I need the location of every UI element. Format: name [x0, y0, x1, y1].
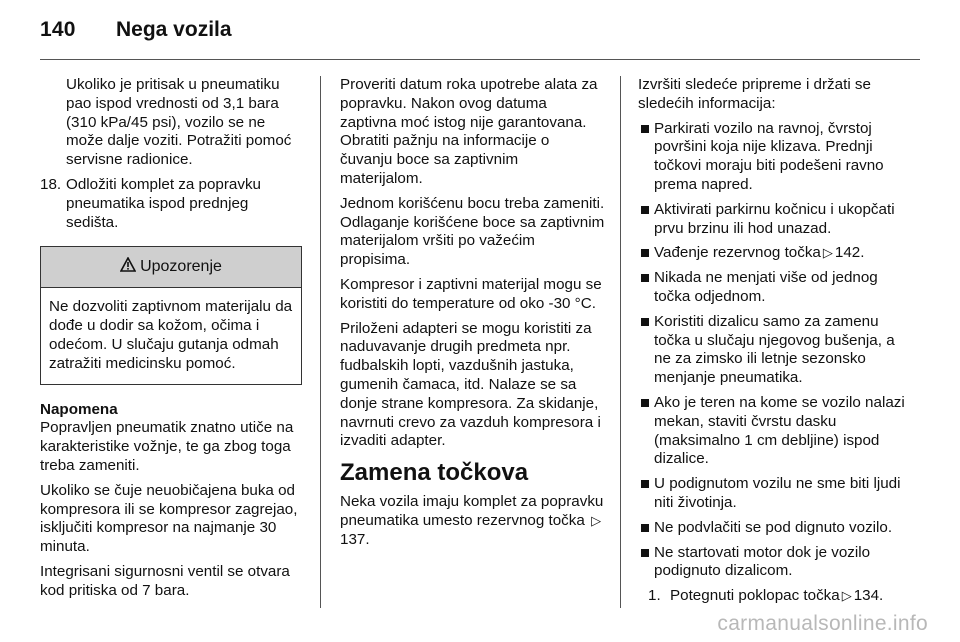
warning-header [41, 247, 301, 288]
bullet-text: U podignutom vozilu ne sme biti ljudi niti životinja. [654, 475, 901, 511]
square-bullet-icon [641, 318, 649, 326]
step-text: Odložiti komplet za popravku pneumatika ispod prednjeg sedišta. [66, 175, 261, 231]
reference-arrow-icon: ▷ [591, 512, 602, 528]
page-reference-link[interactable]: 134. [853, 587, 884, 605]
note-text: Popravljen pneumatik znatno utiče na karakteristike vožnje, te ga zbog toga treba zameniti. [40, 419, 294, 474]
bullet-text: Ne podvlačiti se pod dignuto vozilo. [654, 518, 893, 536]
bullet-item [638, 313, 913, 388]
step-number: 1. [648, 587, 661, 605]
paragraph-disposal: Jednom korišćenu bocu treba zameniti. Odlaganje korišćene boce sa zaptivnim materijalom vršiti po važećim propisima. [340, 194, 605, 269]
column-divider-2 [620, 76, 621, 608]
step-18 [40, 176, 302, 232]
paragraph-text: Neka vozila imaju komplet za popravku pneumatika umesto rezervnog točka [340, 493, 604, 529]
note-title: Napomena [40, 400, 118, 418]
square-bullet-icon [641, 249, 649, 257]
square-bullet-icon [641, 274, 649, 282]
step-text: Potegnuti poklopac točka [670, 587, 840, 605]
page-number: 140 [40, 18, 76, 41]
bullet-text: Parkirati vozilo na ravnoj, čvrstoj površini koja nije klizava. Prednji točkovi moraju biti podešeni ravno prema napred. [654, 119, 884, 193]
bullet-text: Koristiti dizalicu samo za zamenu točka u slučaju njegovog bušenja, a ne za zimsko ili letnje sezonsko menjanje pneumatika. [654, 312, 895, 387]
paragraph-repair-kit [340, 493, 605, 549]
intro-paragraph: Izvršiti sledeće pripreme i držati se sledećih informacija: [638, 76, 871, 112]
bullet-text: Ne startovati motor dok je vozilo podignuto dizalicom. [654, 543, 871, 580]
bullet-item [638, 120, 913, 195]
square-bullet-icon [641, 524, 649, 532]
watermark: carmanualsonline.info [717, 612, 928, 635]
step-number: 18. [40, 175, 62, 193]
paragraph-temperature: Kompresor i zaptivni materijal mogu se koristiti do temperature od oko -30 °C. [340, 275, 602, 312]
bullet-item [638, 244, 913, 263]
section-title: Zamena točkova [340, 459, 529, 487]
bullet-item [638, 475, 913, 513]
step-1 [638, 587, 913, 606]
column-divider-1 [320, 76, 321, 608]
square-bullet-icon [641, 399, 649, 407]
column-2 [340, 76, 605, 556]
page-reference-link[interactable]: 142. [834, 244, 865, 262]
bullet-item [638, 269, 913, 307]
reference-arrow-icon: ▷ [822, 245, 833, 261]
paragraph-safety-valve: Integrisani sigurnosni ventil se otvara kod pritiska od 7 bara. [40, 562, 290, 599]
square-bullet-icon [641, 206, 649, 214]
paragraph-compressor-noise: Ukoliko se čuje neuobičajena buka od kompresora ili se kompresor zagrejao, isključiti kompresor na najmanje 30 minuta. [40, 481, 298, 556]
bullet-label: Vađenje rezervnog točka [654, 244, 821, 262]
warning-title: Upozorenje [140, 257, 222, 275]
reference-arrow-icon: ▷ [841, 588, 852, 604]
chapter-title: Nega vozila [116, 18, 232, 41]
bullet-text: Aktivirati parkirnu kočnicu i ukopčati prvu brzinu ili hod unazad. [654, 200, 895, 237]
bullet-text: Ako je teren na kome se vozilo nalazi mekan, staviti čvrstu dasku (maksimalno 1 cm debljine) ispod dizalice. [654, 393, 905, 468]
column-1 [40, 76, 302, 607]
warning-body: Ne dozvoliti zaptivnom materijalu da dođe u dodir sa kožom, očima i odećom. U slučaju gutanja odmah zatražiti medicinsku pomoć. [49, 298, 293, 372]
bullet-item [638, 519, 913, 538]
square-bullet-icon [641, 549, 649, 557]
header-rule [40, 59, 920, 60]
paragraph-expiry: Proveriti datum roka upotrebe alata za popravku. Nakon ovog datuma zaptivna moć istog nije garantovana. Obratiti pažnju na informacije o čuvanju boce sa zaptivnim materijalom. [340, 76, 598, 187]
page-header [0, 0, 960, 58]
bullet-text: Nikada ne menjati više od jednog točka odjednom. [654, 269, 878, 305]
bullet-item [638, 201, 913, 239]
continued-paragraph: Ukoliko je pritisak u pneumatiku pao ispod vrednosti od 3,1 bara (310 kPa/45 psi), vozilo se ne može dalje voziti. Potražiti pomoć servisne radionice. [66, 76, 292, 169]
page-reference-link[interactable]: 137. [340, 530, 370, 548]
bullet-item [638, 394, 913, 469]
bullet-text [654, 244, 913, 263]
square-bullet-icon [641, 480, 649, 488]
warning-box [40, 246, 302, 384]
column-3 [638, 76, 913, 612]
square-bullet-icon [641, 125, 649, 133]
bullet-item [638, 544, 913, 582]
paragraph-adapters: Priloženi adapteri se mogu koristiti za naduvavanje drugih predmeta npr. fudbalskih lopti, vazdušnih jastuka, gumenih čamaca, itd. Nalaze se sa donje strane kompresora. Za skidanje, navrnuti crevo za vazduh kompresora i izvaditi adapter. [340, 319, 601, 450]
warning-triangle-icon [120, 257, 136, 277]
